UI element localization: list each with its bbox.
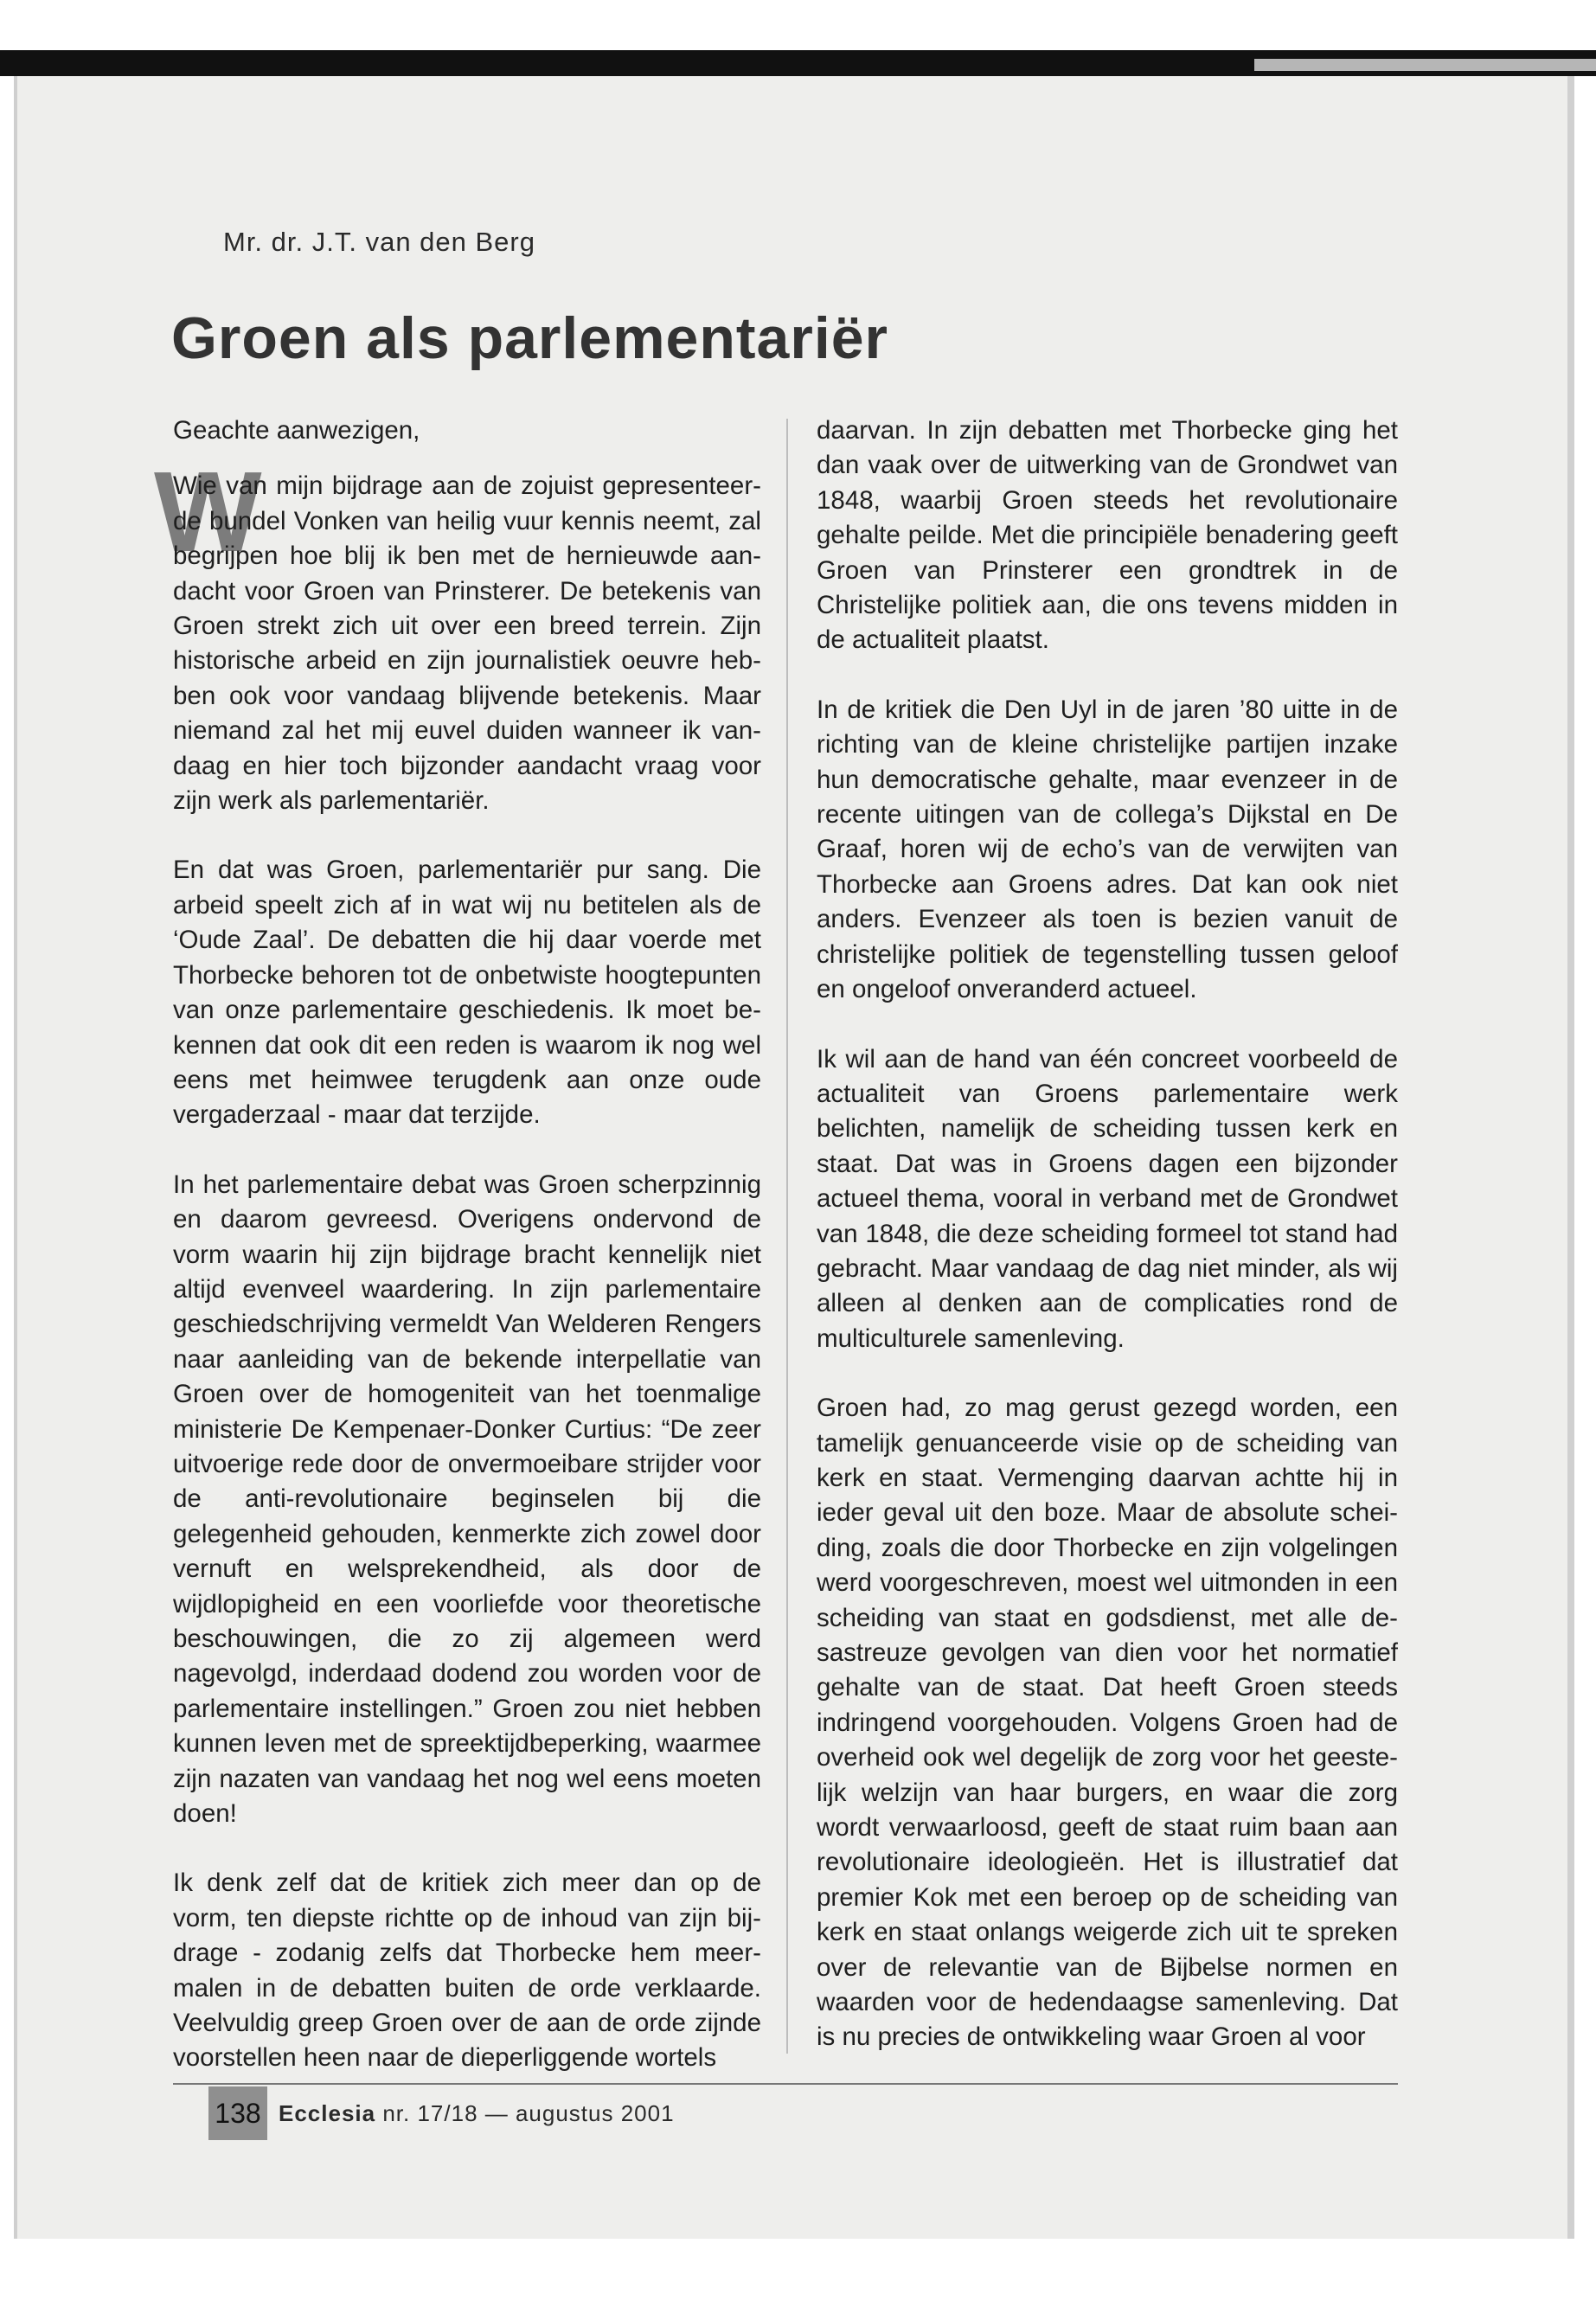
scan-top-margin	[0, 0, 1596, 50]
paragraph: In het parlementaire debat was Groen scherpzinnig en daarom gevreesd. Overigens ondervond de vorm waarin hij zijn bijdrage bracht kennelijk niet altijd evenveel waardering. In zijn parlementaire geschiedschrijving vermeldt Van Welderen Rengers naar aanleiding van de bekende interpellatie van Groen over de homogeniteit van het toenmalige ministerie De Kempenaer-Donker Curtius: “De zeer uitvoerige rede door de onvermoeibare strijder voor de anti-revolutionaire beginselen bij die gelegenheid gehouden, kenmerkte zich zowel door vernuft en welsprekendheid, als door de wijdlopigheid en een voorliefde voor theoretische beschouwingen, die zo zij algemeen werd nagevolgd, inderdaad dodend zou worden voor de parlementaire instellingen.” Groen zou niet hebben kunnen leven met de spreektijdbeperking, waarmee zijn nazaten van vandaag het nog wel eens moeten doen!	[173, 1170, 761, 1829]
scan-artifact	[1254, 59, 1596, 71]
page-edge	[1567, 76, 1596, 2239]
scan-border	[0, 50, 1596, 76]
paragraph-text: Wie van mijn bijdrage aan de zojuist gepresenteerde bundel Vonken van heilig vuur kennis neemt, zal begrijpen hoe blij ik ben met de hernieuwde aandacht voor Groen van Prinsterer. De betekenis van Groen strekt zich uit over een breed terrein. Zijn historische arbeid en zijn journalistiek oeuvre hebben ook voor vandaag blijvende betekenis. Maar niemand zal het mij euvel duiden wanneer ik vandaag en hier toch bijzonder aandacht vraag voor zijn werk als parlementariër.	[173, 471, 761, 816]
left-column	[154, 413, 761, 2111]
paragraph: Ik denk zelf dat de kritiek zich meer dan op de vorm, ten diepste richtte op de inhoud van zijn bijdrage - zodanig zelfs dat Thorbecke hem meermalen in de debatten buiten de orde verklaarde. Veelvuldig greep Groen over de aan de orde zijnde voorstellen heen naar de dieperliggende wortels	[173, 1868, 761, 2073]
paragraph: In de kritiek die Den Uyl in de jaren ’80 uitte in de richting van de kleine christelijke partijen inzake hun democratische gehalte, maar evenzeer in de recente uitingen van de collega’s Dijkstal en De Graaf, horen wij de echo’s van de verwijten van Thorbecke aan Groens adres. Dat kan ook niet anders. Evenzeer als toen is bezien vanuit de christelijke politiek de tegenstelling tussen geloof en ongeloof onveranderd actueel.	[817, 695, 1398, 1004]
column-divider	[786, 419, 788, 2054]
paragraph: Groen had, zo mag gerust gezegd worden, een tamelijk genuanceerde visie op de scheiding van kerk en staat. Vermenging daarvan achtte hij in ieder geval uit den boze. Maar de absolute scheiding, zoals die door Thorbecke en zijn volgelingen werd voorgeschreven, moest wel uitmonden in een scheiding van staat en godsdienst, met alle desastreuze gevolgen van dien voor het normatief gehalte van de staat. Dat heeft Groen steeds indringend voorgehouden. Volgens Groen had de overheid ook wel degelijk de zorg voor het geestelijk welzijn van haar burgers, en waar die zorg wordt verwaarloosd, geeft de staat ruim baan aan revolutionaire ideologieën. Het is illustratief dat premier Kok met een beroep op de scheiding van kerk en staat onlangs weigerde zich uit te spreken over de relevantie van de Bijbelse normen en waarden voor de hedendaagse samenleving. Dat is nu precies de ontwikkeling waar Groen al voor	[817, 1394, 1398, 2052]
greeting: Geachte aanwezigen,	[173, 416, 420, 445]
article-title: Groen als parlementariër	[171, 305, 889, 371]
paragraph: daarvan. In zijn debatten met Thorbecke ging het dan vaak over de uitwerking van de Grondwet van 1848, waarbij Groen steeds het revolutionaire gehalte peilde. Met die principiële benadering geeft Groen van Prinsterer een grondtrek in de Christelijke politiek aan, die ons tevens midden in de actualiteit plaatst.	[817, 416, 1398, 655]
footer-rule	[173, 2083, 1398, 2085]
author-byline: Mr. dr. J.T. van den Berg	[223, 227, 535, 257]
drop-cap: W	[154, 448, 262, 576]
footer-issue-line	[279, 2100, 675, 2127]
scan-bottom-margin	[0, 2239, 1596, 2301]
magazine-name: Ecclesia	[279, 2100, 376, 2126]
issue-info: nr. 17/18 — augustus 2001	[382, 2100, 675, 2126]
paragraph	[154, 448, 761, 818]
right-column	[817, 413, 1398, 2090]
paragraph: En dat was Groen, parlementariër pur sang. Die arbeid speelt zich af in wat wij nu betitelen als de ‘Oude Zaal’. De debatten die hij daar voerde met Thorbecke behoren tot de onbetwiste hoogtepunten van onze parlementaire geschiedenis. Ik moet bekennen dat ook dit een reden is waarom ik nog wel eens met heimwee terugdenk aan onze oude vergaderzaal - maar dat terzijde.	[173, 856, 761, 1130]
page-number: 138	[208, 2086, 267, 2140]
paragraph: Ik wil aan de hand van één concreet voorbeeld de actualiteit van Groens parlementaire werk belichten, namelijk de scheiding tussen kerk en staat. Dat was in Groens dagen een bijzonder actueel thema, vooral in verband met de Grondwet van 1848, die deze scheiding formeel tot stand had gebracht. Maar vandaag de dag niet minder, als wij alleen al denken aan de complicaties rond de multiculturele samenleving.	[817, 1044, 1398, 1353]
